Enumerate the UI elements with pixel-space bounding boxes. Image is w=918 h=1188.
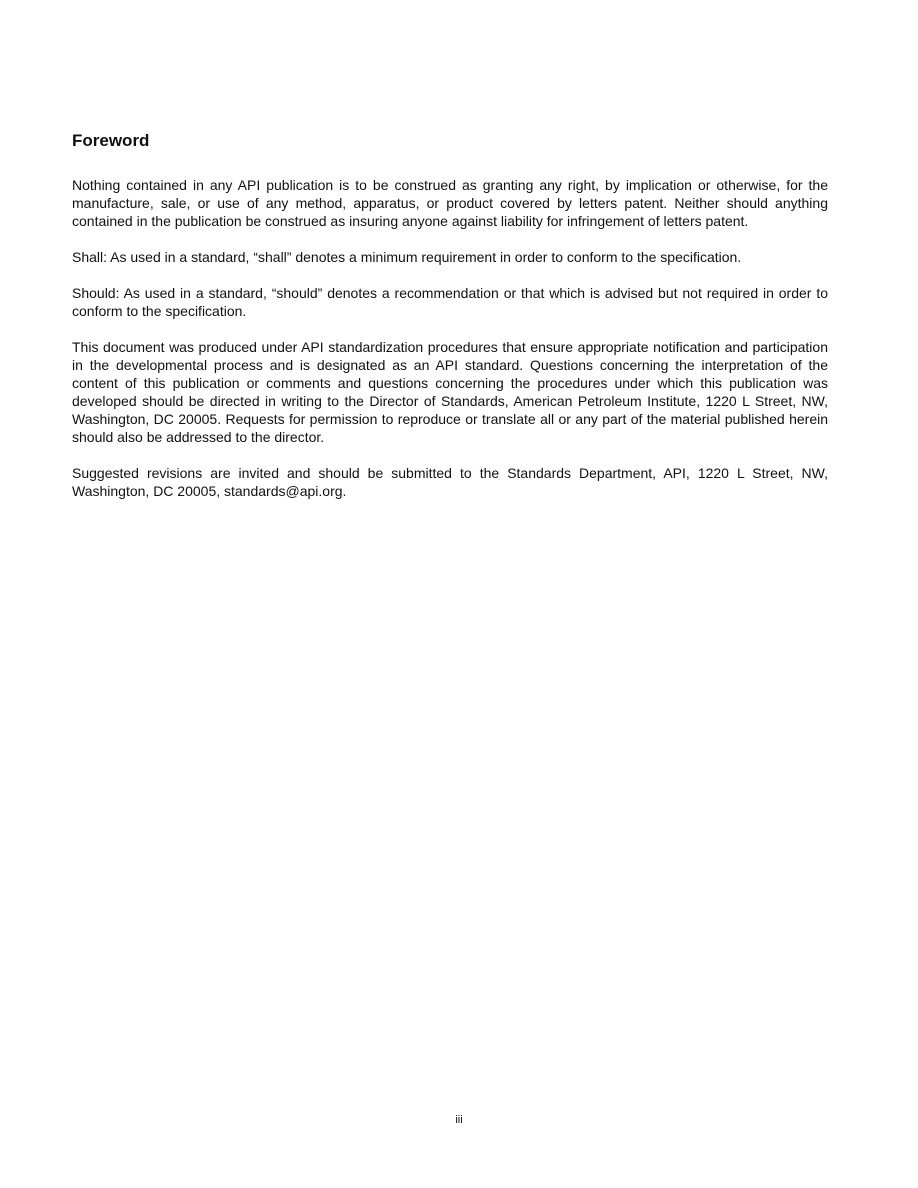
shall-definition-paragraph: Shall: As used in a standard, “shall” denotes a minimum requirement in order to conform to the specification. (72, 249, 742, 265)
page-number: iii (455, 1114, 463, 1126)
foreword-section (72, 130, 828, 518)
section-heading: Foreword (72, 131, 150, 150)
standardization-procedures-paragraph: This document was produced under API standardization procedures that ensure appropriate notification and participation in the developmental process and is designated as an API standard. Questions concerning the interpretation of the content of this publication or comments and questions concerning the procedures under which this publication was developed should be directed in writing to the Director of Standards, American Petroleum Institute, 1220 L Street, NW, Washington, DC 20005. Requests for permission to reproduce or translate all or any part of the material published herein should also be addressed to the director. (72, 339, 828, 445)
should-definition-paragraph: Should: As used in a standard, “should” denotes a recommendation or that which is advised but not required in order to conform to the specification. (72, 285, 828, 319)
patent-disclaimer-paragraph: Nothing contained in any API publication is to be construed as granting any right, by implication or otherwise, for the manufacture, sale, or use of any method, apparatus, or product covered by letters patent. Neither should anything contained in the publication be construed as insuring anyone against liability for infringement of letters patent. (72, 177, 828, 229)
suggested-revisions-paragraph: Suggested revisions are invited and should be submitted to the Standards Department, API, 1220 L Street, NW, Washington, DC 20005, standards@api.org. (72, 465, 828, 499)
